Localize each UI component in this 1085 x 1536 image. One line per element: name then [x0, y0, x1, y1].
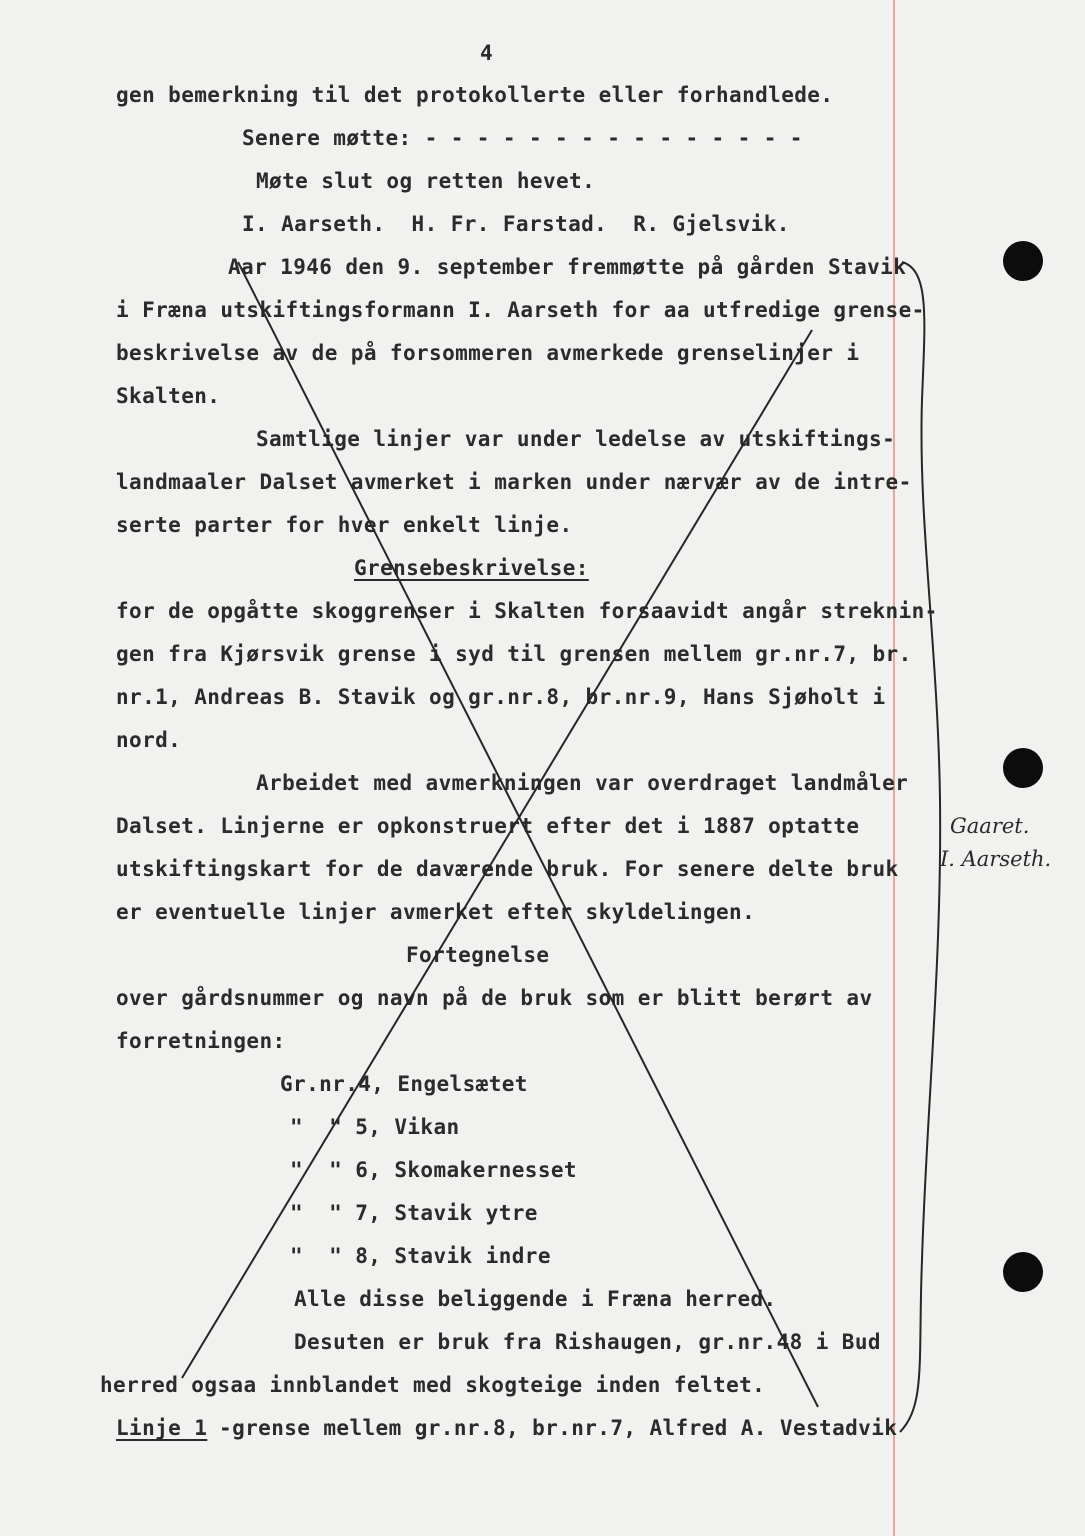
- text-line: Samtlige linjer var under ledelse av utskiftings-: [256, 427, 896, 451]
- list-item: " " 5, Vikan: [290, 1115, 460, 1139]
- section-heading: Grensebeskrivelse:: [354, 556, 589, 580]
- list-item: " " 6, Skomakernesset: [290, 1158, 577, 1182]
- text-line: beskrivelse av de på forsommeren avmerkede grenselinjer i: [116, 341, 860, 365]
- text-line: gen bemerkning til det protokollerte eller forhandlede.: [116, 83, 834, 107]
- text-line: herred ogsaa innblandet med skogteige inden feltet.: [100, 1373, 766, 1397]
- signatures-line: I. Aarseth. H. Fr. Farstad. R. Gjelsvik.: [242, 212, 790, 236]
- list-item: " " 7, Stavik ytre: [290, 1201, 538, 1225]
- text-line: over gårdsnummer og navn på de bruk som er blitt berørt av: [116, 986, 873, 1010]
- margin-annotation-1: Gaaret.: [950, 814, 1030, 838]
- text-line: Møte slut og retten hevet.: [256, 169, 596, 193]
- text-line: er eventuelle linjer avmerket efter skyldelingen.: [116, 900, 756, 924]
- list-item: Gr.nr.4, Engelsætet: [280, 1072, 528, 1096]
- text-line: nord.: [116, 728, 182, 752]
- text-line: Skalten.: [116, 384, 221, 408]
- page-number: 4: [480, 41, 494, 65]
- text-line: utskiftingskart for de daværende bruk. For senere delte bruk: [116, 857, 899, 881]
- list-item: " " 8, Stavik indre: [290, 1244, 551, 1268]
- text-line: serte parter for hver enkelt linje.: [116, 513, 573, 537]
- text-line: Senere møtte: - - - - - - - - - - - - - - -: [242, 126, 803, 150]
- list-heading: Fortegnelse: [406, 943, 550, 967]
- text-line: for de opgåtte skoggrenser i Skalten forsaavidt angår streknin-: [116, 599, 938, 623]
- text-line: Arbeidet med avmerkningen var overdraget landmåler: [256, 771, 909, 795]
- text-line: i Fræna utskiftingsformann I. Aarseth for aa utfredige grense-: [116, 298, 925, 322]
- margin-annotation-2: I. Aarseth.: [940, 847, 1052, 871]
- text-line: Dalset. Linjerne er opkonstruert efter det i 1887 optatte: [116, 814, 860, 838]
- text-line: Alle disse beliggende i Fræna herred.: [294, 1287, 777, 1311]
- text-line: -grense mellem gr.nr.8, br.nr.7, Alfred A. Vestadvik: [206, 1416, 898, 1440]
- text-line: forretningen:: [116, 1029, 286, 1053]
- text-line: gen fra Kjørsvik grense i syd til grensen mellem gr.nr.7, br.: [116, 642, 912, 666]
- text-line: Desuten er bruk fra Rishaugen, gr.nr.48 i Bud: [294, 1330, 881, 1354]
- cross-stroke-left: [238, 262, 818, 1407]
- text-line: landmaaler Dalset avmerket i marken under nærvær av de intre-: [116, 470, 912, 494]
- margin-brace: [900, 262, 940, 1432]
- text-line: nr.1, Andreas B. Stavik og gr.nr.8, br.nr.9, Hans Sjøholt i: [116, 685, 886, 709]
- cross-stroke-right: [182, 330, 812, 1378]
- text-line: Aar 1946 den 9. september fremmøtte på gården Stavik: [228, 255, 907, 279]
- line-label: Linje 1: [116, 1416, 208, 1440]
